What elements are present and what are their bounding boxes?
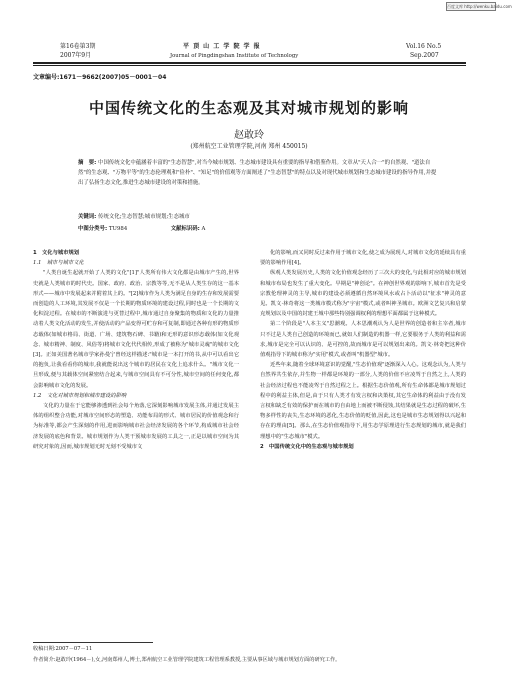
body-paragraph: "人类自诞生起就开始了人类的文化"[1]"人类所有伟大文化都是由城市产生的,世界史就是人类城市的时代史。国家、政府、政治、宗教等等,无不是从人类生存的这一基本形式——城市中发展起来并附着其上的。"[2]城市作为人类为满足自身的生存和发展需要而创造的人工环境,其发展不仅是一个长期的物质环境的建设过程,同时也是一个长期的文化积淀过程。在城市的不断演进与更替过程中,城市通过自身聚集的物质和文化的力量推动着人类文化活动的发生,并使活动的产品变得可贮存和可复制,即通过各种有形的物质形态载体(如城市格局、街道、广场、建筑物石碑、书籍)和无形的意识形态载体(如文化观念、城市精神、制度、风俗等)将城市文化代代相传,形成了被称为"城市灵魂"的城市文化[3]。正如美国著名城市学家孙曼宁曾经这样描述:"城市是一本打开的书,从中可以看出它的抱负,让我看看你的城市,我就能说出这个城市的居民在文化上追求什么。"城市文化一旦形成,便与其载体空间紧密结合起来,与城市空间具有不可分性,城市空间的任何变化,都会影响城市文化的发展。 — [33, 270, 239, 389]
author: 赵敢玲 — [234, 130, 264, 141]
journal-name-cn: 平 顶 山 工 学 院 学 报 — [183, 43, 261, 50]
keywords-text: 传统文化;生态智慧;城市规划;生态城市 — [98, 214, 190, 220]
header-rule — [33, 62, 466, 64]
subsection-heading: 1.2 文化对城市规划和城市建设的影响 — [33, 392, 127, 399]
abstract — [78, 158, 438, 188]
body-paragraph: 化的影响,而又同时反过来作用于城市文化,使之成为展现人,对城市文化的延续具有重要的影响作用[4]。 — [260, 250, 466, 267]
doc-code: A — [201, 226, 206, 232]
keywords-label: 关键词: — [78, 214, 97, 220]
volume-issue-cn: 第16卷第3期 — [60, 43, 96, 50]
paper-title: 中国传统文化的生态观及其对城市规划的影响 — [88, 99, 409, 117]
clc-label: 中图分类号: — [78, 226, 108, 232]
left-column — [33, 248, 239, 452]
abstract-text: 中国传统文化中蕴涵着丰富的"生态智慧",对当今城市规划、生态城市建设具有重要的指导和借鉴作用。文章从"天人合一"的自然观、"道法自然"的生态观、"万物平等"的生态伦理观和"俭朴"、"知足"的价值观等方面阐述了"生态智慧"的特点以及对现代城市规划和生态城市建设的指导作用,并提出了弘扬生态文化,推进生态城市建设的对策和措施。 — [78, 160, 437, 186]
keywords — [78, 212, 438, 222]
author-info: 作者简介:赵敢玲(1964－),女,河南郑州人,博士,郑州航空工业管理学院建筑工程管理系教授,主要从事区域与城市规划方面的研究工作。 — [33, 657, 341, 663]
header-rule-thin — [33, 65, 466, 66]
affiliation: (郑州航空工业管理学院,河南 郑州 450015) — [190, 143, 308, 150]
volume-issue-en: Vol.16 No.5 — [406, 43, 442, 50]
journal-name-en: Journal of Pingdingshan Institute of Technology — [170, 53, 299, 59]
body-paragraph: 文化的力量在于它能够渗透到社会每个角落,它深刻影响城市发展主体,并通过发展主体的组织整合功能,对城市空间形态的塑造、功能布局的形式、城市居民的价值观念和行为标准等,都会产生深刻的作用,进而影响城市社会经济发展的各个环节,构成城市社会经济发展的底色和背景。城市规划作为人类干预城市发展的工具之一,正是以城市空间为其研究对象的,因而,城市规划无时无刻不受城市文 — [33, 403, 239, 450]
watermark: 百度文库 http://wenku.baidu.com — [447, 4, 512, 9]
body-paragraph: 第二个阶段是"人本主义"思潮观。人本思潮观认为人是世界的创造者和主宰者,城市只不过是人类自己创造的环境而已,就如人们制造的机器一样,它要服务于人类的利益和需求,城市是完全可以认识的、是可控的,故而城市是可以规划出来的。凯文·林奇把这种价值观指导下的城市称为"实用"模式,或者叫"机器型"城市。 — [260, 321, 466, 359]
body-paragraph: 纵观人类发展历史,人类的文化价值观念经历了三次大的变化,与此相对应的城市规划和城市布局也发生了重大变化。早期是"神创论"。在神创世界观的影响下,城市首先是受宗教伦理神灵的主导,城市的建设必须遵循自然环境风水或占卜活动以"征求"神灵的意见。凯文·林奇将这一类城市模式称为"宇宙"模式,或者叫神圣城市。欧洲文艺复兴和启蒙克规划以及中国的封建王城中那些特别强调权利的理想平面都属于这种模式。 — [260, 270, 466, 318]
classification — [78, 224, 438, 234]
received-date: 收稿日期:2007－07－11 — [33, 646, 93, 652]
section-heading: 2 中国传统文化中的生态观与城市规划 — [260, 443, 354, 450]
body-paragraph: 近些年来,随着全球环境意识的觉醒,"生态价值观"逐渐深入人心。这观念认为,人类与自然界共生依存,并生物一样都是环境的一部分,人类的价值不应凌驾于自然之上,人类的社会经济过程也不能凌驾于自然过程之上。根据生态价值观,所有生命体都是城市规划过程中的利益主体,但是,由于只有人类才有发言权和决策权,其它生命体的利益由于没有发言权和缺乏有效的保护而在城市的自由地上而被不断侵蚀,其结果就是生态过程的破坏,生物多样性的丧失,生态环境的恶化,生态价值的贬值,因此,这也是城市生态规划得以兴起和存在的理由[5]。那么,在生态价值观指导下,用生态学原理进行生态规划的城市,就是我们理想中的"生态城市"模式。 — [260, 362, 466, 440]
article-id: 文章编号:1671－9662(2007)05－0001－04 — [33, 74, 167, 81]
section-heading: 1 文化与城市规划 — [33, 250, 80, 256]
doc-code-label: 文献标识码: — [170, 226, 200, 232]
date-cn: 2007年9月 — [60, 52, 92, 59]
footnote-rule — [33, 642, 153, 643]
clc-code: TU984 — [108, 226, 128, 232]
abstract-label: 摘 要: — [78, 160, 97, 166]
subsection-heading: 1.1 城市与城市文化 — [33, 260, 84, 267]
right-column — [260, 248, 466, 452]
date-en: Sep.2007 — [410, 52, 439, 59]
